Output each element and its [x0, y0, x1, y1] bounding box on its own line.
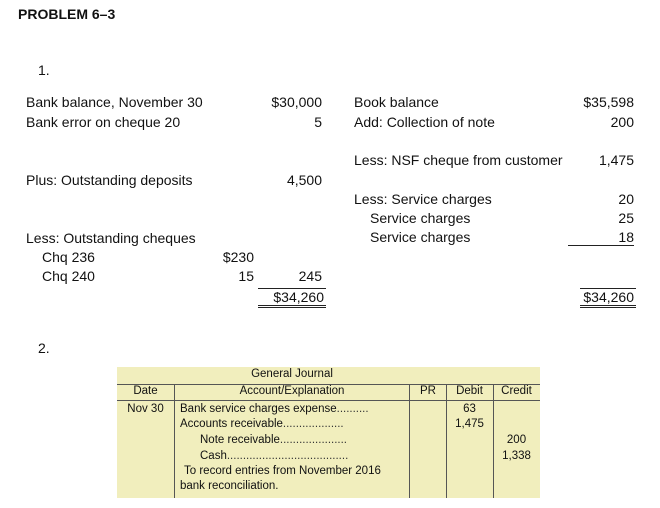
- bank-adjusted-balance: $34,260: [258, 288, 326, 308]
- account-name: Cash: [200, 450, 227, 462]
- bank-balance-label: Bank balance, November 30: [26, 94, 203, 110]
- journal-row: Cash......................................: [200, 450, 349, 462]
- journal-explanation: To record entries from November 2016: [184, 465, 381, 477]
- outstanding-cheques-total: 245: [298, 268, 322, 284]
- book-adjusted-balance: $34,260: [580, 288, 636, 308]
- credit-amount: 1,338: [502, 450, 531, 462]
- service-charges-label: Less: Service charges: [354, 191, 492, 207]
- nsf-label: Less: NSF cheque from customer: [354, 152, 563, 168]
- nsf-value: 1,475: [598, 152, 634, 168]
- entry-date: Nov 30: [127, 403, 164, 415]
- cheque-label: Chq 236: [42, 249, 95, 265]
- account-name: Accounts receivable: [180, 418, 283, 430]
- book-balance-value: $35,598: [583, 94, 634, 110]
- cheque-value: 15: [238, 268, 254, 284]
- page-title: PROBLEM 6–3: [18, 6, 116, 22]
- outstanding-cheques-label: Less: Outstanding cheques: [26, 230, 196, 246]
- outstanding-deposits-label: Plus: Outstanding deposits: [26, 172, 193, 188]
- collection-label: Add: Collection of note: [354, 114, 495, 130]
- journal-row: Bank service charges expense..........: [180, 403, 369, 415]
- account-name: Note receivable: [200, 434, 280, 446]
- header-pr: PR: [420, 385, 436, 397]
- service-charges-value: 20: [618, 191, 634, 207]
- account-name: Bank service charges expense: [180, 403, 337, 415]
- header-credit: Credit: [501, 385, 532, 397]
- debit-amount: 1,475: [455, 418, 484, 430]
- service-charges-label: Service charges: [370, 210, 471, 226]
- collection-value: 200: [610, 114, 634, 130]
- debit-amount: 63: [463, 403, 476, 415]
- service-charges-label: Service charges: [370, 229, 471, 245]
- journal-row: Note receivable.....................: [200, 434, 348, 446]
- journal-row: Accounts receivable...................: [180, 418, 344, 430]
- part-2-label: 2.: [38, 340, 50, 356]
- service-charges-value: 18: [568, 229, 634, 246]
- credit-amount: 200: [506, 434, 527, 446]
- bank-error-value: 5: [314, 114, 322, 130]
- header-debit: Debit: [456, 385, 483, 397]
- header-account: Account/Explanation: [239, 385, 345, 397]
- bank-balance-value: $30,000: [271, 94, 322, 110]
- cheque-value: $230: [222, 249, 254, 265]
- bank-error-label: Bank error on cheque 20: [26, 114, 181, 130]
- outstanding-deposits-value: 4,500: [286, 172, 322, 188]
- service-charges-value: 25: [618, 210, 634, 226]
- part-1-label: 1.: [38, 62, 50, 78]
- header-date: Date: [133, 385, 158, 397]
- book-balance-label: Book balance: [354, 94, 439, 110]
- cheque-label: Chq 240: [42, 268, 95, 284]
- journal-title: General Journal: [251, 368, 333, 380]
- journal-explanation: bank reconciliation.: [180, 480, 279, 492]
